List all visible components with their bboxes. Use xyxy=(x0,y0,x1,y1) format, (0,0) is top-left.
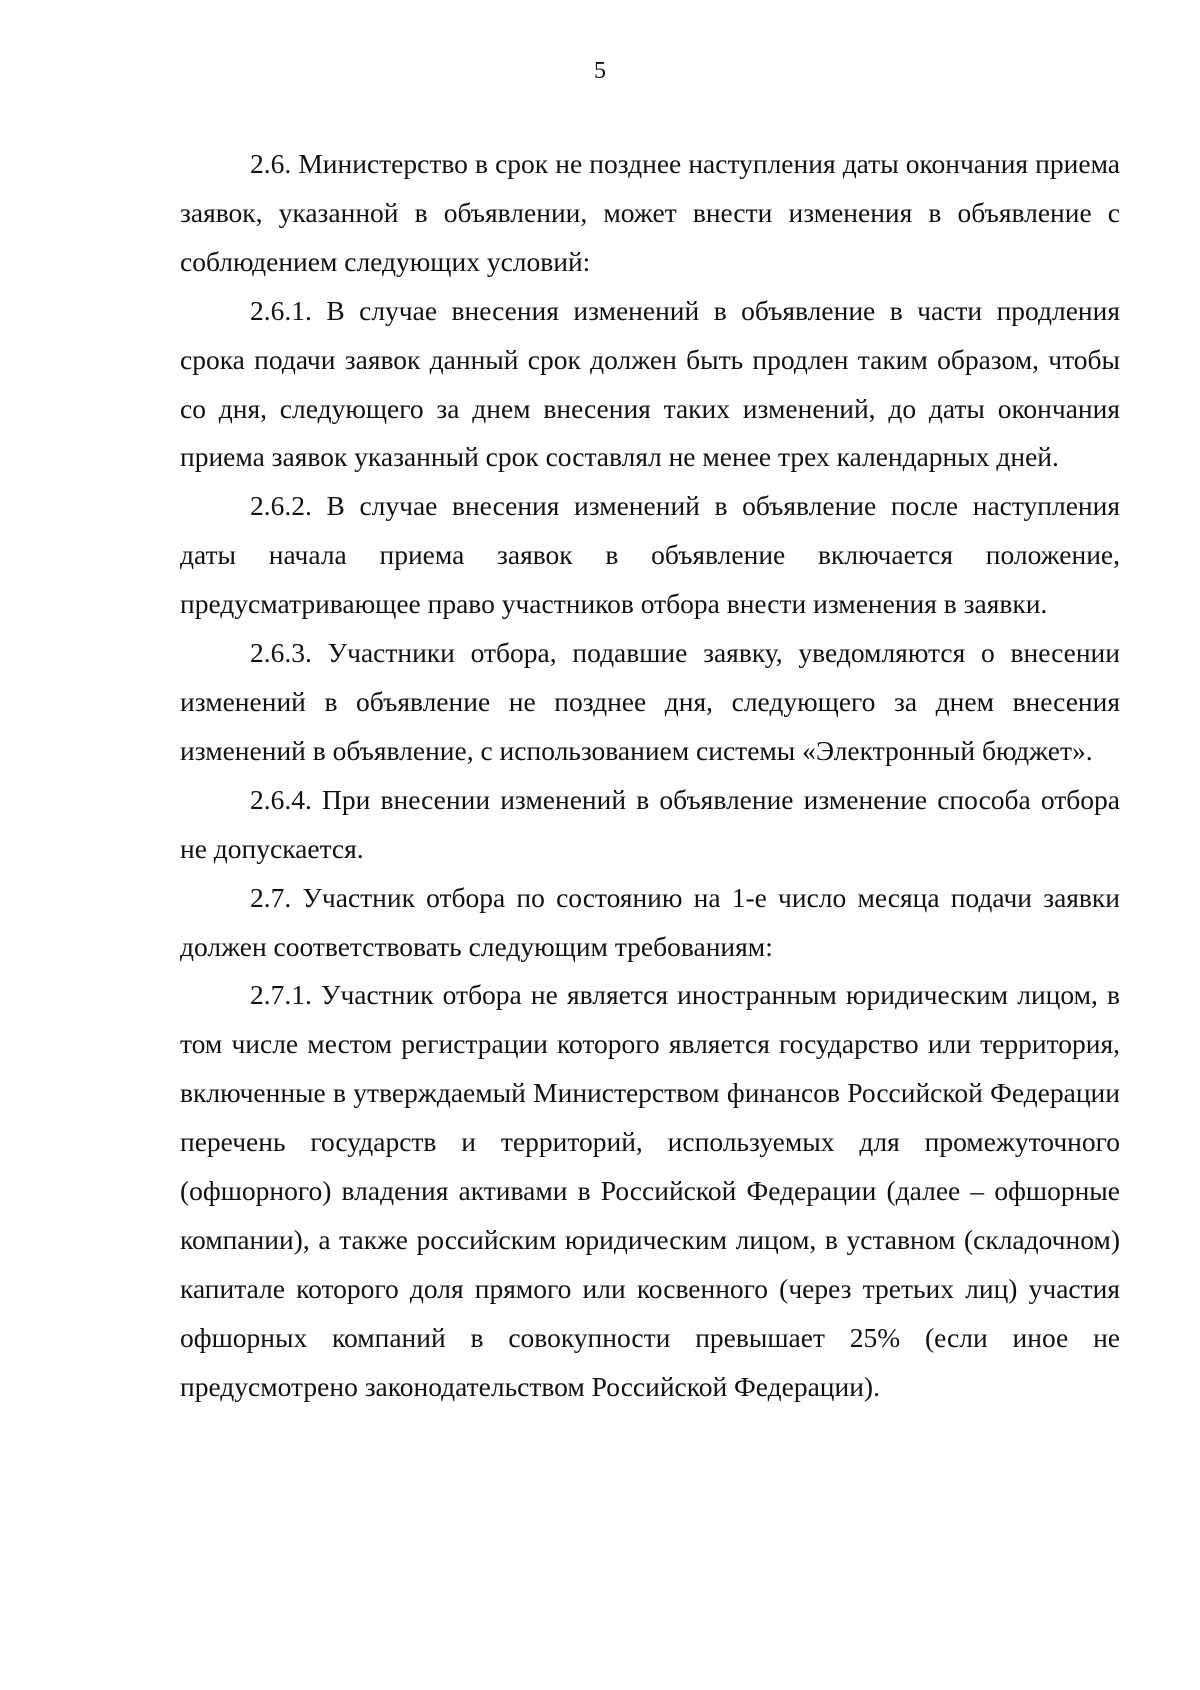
paragraph-2-6-2: 2.6.2. В случае внесения изменений в объявление после наступления даты начала приема заявок в объявление включается положение, предусматривающее право участников отбора внести изменения в заявки. xyxy=(180,490,1120,620)
paragraph-2-7-1: 2.7.1. Участник отбора не является иностранным юридическим лицом, в том числе местом регистрации которого является государство или территория, включенные в утверждаемый Министерством финансов Российской Федерации перечень государств и территорий, используемых для промежуточного (офшорного) владения активами в Российской Федерации (далее – офшорные компании), а также российским юридическим лицом, в уставном (складочном) капитале которого доля прямого или косвенного (через третьих лиц) участия офшорных компаний в совокупности превышает 25% (если иное не предусмотрено законодательством Российской Федерации). xyxy=(180,979,1120,1402)
paragraph-2-6: 2.6. Министерство в срок не позднее наступления даты окончания приема заявок, указанной в объявлении, может внести изменения в объявление с соблюдением следующих условий: xyxy=(180,148,1120,277)
page-number: 5 xyxy=(594,58,606,84)
paragraph-2-6-3: 2.6.3. Участники отбора, подавшие заявку, уведомляются о внесении изменений в объявление не позднее дня, следующего за днем внесения изменений в объявление, с использованием системы «Электронный бюджет». xyxy=(180,637,1120,766)
paragraph-2-6-4: 2.6.4. При внесении изменений в объявление изменение способа отбора не допускается. xyxy=(180,783,1120,864)
document-body xyxy=(180,140,1120,1412)
paragraph-2-7: 2.7. Участник отбора по состоянию на 1-е число месяца подачи заявки должен соответствовать следующим требованиям: xyxy=(180,881,1120,962)
paragraph-2-6-1: 2.6.1. В случае внесения изменений в объявление в части продления срока подачи заявок данный срок должен быть продлен таким образом, чтобы со дня, следующего за днем внесения таких изменений, до даты окончания приема заявок указанный срок составлял не менее трех календарных дней. xyxy=(180,294,1120,473)
